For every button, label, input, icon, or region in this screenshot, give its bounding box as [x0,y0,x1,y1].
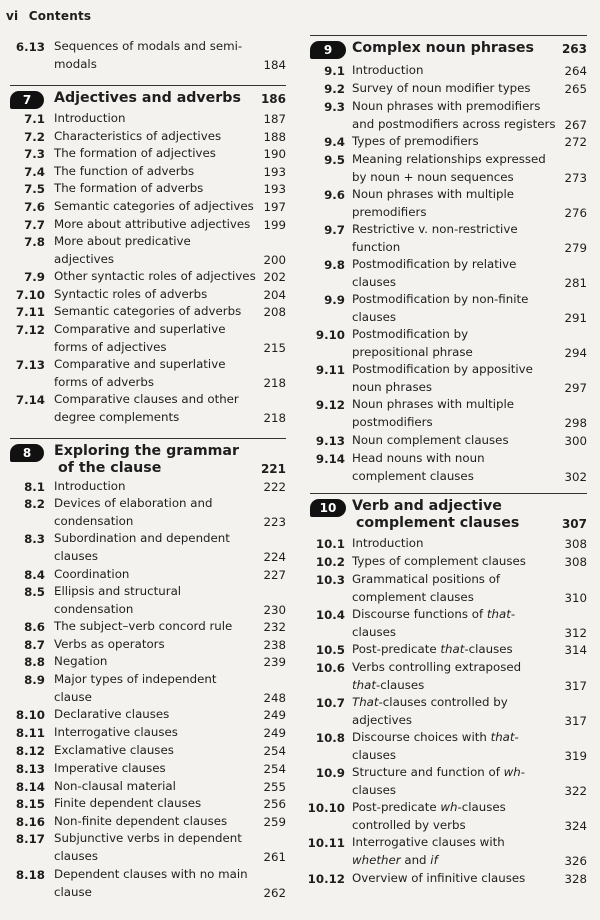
section-page-number: 248 [263,690,286,705]
section-title-line: Postmodification by appositive [352,362,533,376]
section-number: 8.1 [24,480,45,494]
section-title-line: controlled by verbs [352,817,466,832]
section-title-line: condensation [54,601,134,616]
chapter-title-line: Complex noun phrases [352,40,534,56]
section-title-line: adjectives [352,712,413,727]
section-number: 9.2 [324,82,345,96]
section-page-number: 324 [564,818,587,833]
section-page-number: 197 [263,200,286,214]
section-number: 8.7 [24,638,45,652]
section-title[interactable] [352,641,585,659]
section-number: 10.5 [315,643,345,657]
section-title-line: Introduction [54,111,126,125]
section-title-line: clause [54,884,92,899]
chapter-rule [10,438,286,439]
section-title-line: degree complements [54,409,180,424]
section-page-number: 272 [564,135,587,149]
chapter-page-number: 307 [561,517,587,531]
section-page-number: 255 [263,780,286,794]
section-title-line: Interrogative clauses [54,725,178,739]
section-title-line: forms of adjectives [54,339,167,354]
section-title-line: Post-predicate wh-clauses [352,800,506,814]
section-title-line: Postmodification by relative [352,257,517,271]
section-page-number: 322 [564,783,587,798]
section-page-number: 294 [564,345,587,360]
section-title-line: The function of adverbs [54,164,195,178]
section-number: 9.9 [324,293,345,307]
section-title[interactable] [54,495,284,530]
section-page-number: 230 [263,602,286,617]
section-number: 8.9 [24,673,45,687]
section-title-line: Non-finite dependent clauses [54,814,228,828]
section-page-number: 208 [263,305,286,319]
section-title-line: Finite dependent clauses [54,796,202,810]
section-title[interactable] [352,221,585,256]
section-number: 9.11 [315,363,345,377]
section-title-line: Noun phrases with premodifiers [352,99,541,113]
section-title[interactable] [54,198,284,216]
section-number: 9.10 [315,328,345,342]
section-number: 7.6 [24,200,45,214]
section-title-line: Discourse functions of that- [352,607,516,621]
section-title-line: and postmodifiers across registers [352,116,556,131]
section-title-line: Discourse choices with that- [352,730,519,744]
section-title[interactable] [54,128,284,146]
section-page-number: 223 [263,514,286,529]
section-title[interactable] [352,62,585,80]
section-title-line: Introduction [352,536,424,550]
section-title-line: that-clauses [352,677,425,692]
section-title[interactable] [352,326,585,361]
section-page-number: 302 [564,469,587,484]
section-title-line: by noun + noun sequences [352,169,514,184]
section-title[interactable] [352,432,585,450]
section-title[interactable] [54,724,284,742]
section-title-line: Semantic categories of adjectives [54,199,254,213]
section-title[interactable] [54,286,284,304]
section-title-line: Imperative clauses [54,761,166,775]
section-title-line: Structure and function of wh- [352,765,526,779]
chapter-page-number: 186 [260,92,286,106]
section-title-line: clauses [352,624,397,639]
chapter-number-badge: 8 [10,444,44,462]
chapter-page-number: 221 [260,462,286,476]
section-title-line: Sequences of modals and semi- [54,39,243,53]
section-page-number: 300 [564,434,587,448]
section-title-line: The subject–verb concord rule [54,619,233,633]
page-header-label: Contents [28,9,92,23]
section-number: 9.7 [324,223,345,237]
section-title-line: Comparative and superlative [54,322,226,336]
section-title-line: Noun complement clauses [352,433,509,447]
chapter-title-line: Adjectives and adverbs [54,90,241,106]
section-title-line: That-clauses controlled by [352,695,508,709]
section-title[interactable] [54,742,284,760]
section-title[interactable] [54,216,284,234]
section-title-line: The formation of adjectives [54,146,216,160]
section-title-line: Declarative clauses [54,707,170,721]
chapter-rule [310,35,587,36]
section-title-line: Verbs as operators [54,637,165,651]
section-title-line: clause [54,689,92,704]
chapter-title[interactable] [352,498,557,532]
section-title-line: function [352,239,401,254]
section-number: 10.12 [307,872,345,886]
section-number: 7.11 [15,305,45,319]
section-title[interactable] [352,291,585,326]
section-title-line: clauses [54,848,99,863]
section-number: 7.13 [15,358,45,372]
section-number: 8.13 [15,762,45,776]
section-title-line: prepositional phrase [352,344,473,359]
section-page-number: 218 [263,375,286,390]
section-title[interactable] [352,151,585,186]
section-number: 10.3 [315,573,345,587]
section-page-number: 310 [564,590,587,605]
section-page-number: 190 [263,147,286,161]
section-title[interactable] [54,830,284,865]
section-title-line: postmodifiers [352,414,433,429]
section-title-line: clauses [54,548,99,563]
section-title-line: Noun phrases with multiple [352,187,515,201]
section-number: 9.1 [324,64,345,78]
section-title[interactable] [54,778,284,796]
section-number: 10.6 [315,661,345,675]
section-title-line: Semantic categories of adverbs [54,304,242,318]
section-page-number: 291 [564,310,587,325]
section-title[interactable] [54,303,284,321]
page-header [6,9,91,23]
chapter-title-line: Verb and adjective [352,498,502,514]
section-number: 10.1 [315,537,345,551]
section-title-line: whether and if [352,852,438,867]
section-title[interactable] [352,256,585,291]
section-title-line: Meaning relationships expressed [352,152,546,166]
section-number: 8.2 [24,497,45,511]
section-number: 7.7 [24,218,45,232]
section-title[interactable] [54,530,284,565]
section-number: 10.9 [315,766,345,780]
section-title-line: Comparative and superlative [54,357,226,371]
section-page-number: 193 [263,182,286,196]
section-title[interactable] [54,566,284,584]
section-title-line: Head nouns with noun [352,451,485,465]
section-title[interactable] [352,186,585,221]
section-page-number: 254 [263,744,286,758]
section-number: 8.5 [24,585,45,599]
section-number: 9.8 [324,258,345,272]
section-number: 8.8 [24,655,45,669]
section-number: 9.13 [315,434,345,448]
section-title[interactable] [352,729,585,764]
section-title[interactable] [352,694,585,729]
section-number: 10.10 [307,801,345,815]
section-page-number: 249 [263,708,286,722]
section-page-number: 254 [263,762,286,776]
section-number: 8.6 [24,620,45,634]
section-title[interactable] [352,606,585,641]
section-title[interactable] [54,706,284,724]
section-title[interactable] [352,361,585,396]
section-page-number: 193 [263,165,286,179]
section-title-line: Exclamative clauses [54,743,174,757]
section-page-number: 218 [263,410,286,425]
section-page-number: 261 [263,849,286,864]
section-page-number: 259 [263,815,286,829]
section-number: 9.3 [324,100,345,114]
section-page-number: 238 [263,638,286,652]
section-number: 6.13 [15,40,45,54]
chapter-number-badge: 7 [10,91,44,109]
chapter-title-line: complement clauses [356,515,520,531]
section-title-line: condensation [54,513,134,528]
chapter-title-line: of the clause [58,460,162,476]
section-title-line: Ellipsis and structural [54,584,182,598]
section-title-line: Verbs controlling extraposed [352,660,522,674]
section-title-line: Other syntactic roles of adjectives [54,269,256,283]
section-title[interactable] [54,866,284,901]
section-title[interactable] [352,450,585,485]
section-page-number: 249 [263,726,286,740]
section-title[interactable] [54,110,284,128]
section-title[interactable] [352,80,585,98]
section-number: 8.12 [15,744,45,758]
section-number: 10.7 [315,696,345,710]
section-title[interactable] [54,356,284,391]
section-title[interactable] [54,163,284,181]
section-title-line: Comparative clauses and other [54,392,239,406]
section-title[interactable] [54,795,284,813]
section-number: 9.5 [324,153,345,167]
section-title-line: modals [54,56,97,71]
section-number: 7.9 [24,270,45,284]
section-title[interactable] [352,396,585,431]
section-page-number: 188 [263,130,286,144]
chapter-page-number: 263 [561,42,587,56]
section-number: 9.14 [315,452,345,466]
section-page-number: 264 [564,64,587,78]
chapter-number-badge: 9 [310,41,346,59]
section-page-number: 308 [564,537,587,551]
section-title[interactable] [54,38,284,73]
section-title-line: adjectives [54,251,115,266]
section-page-number: 298 [564,415,587,430]
section-number: 7.8 [24,235,45,249]
section-number: 8.10 [15,708,45,722]
section-title[interactable] [352,133,585,151]
section-number: 8.16 [15,815,45,829]
section-title-line: The formation of adverbs [54,181,204,195]
section-title[interactable] [352,764,585,799]
section-page-number: 319 [564,748,587,763]
section-number: 8.18 [15,868,45,882]
section-page-number: 314 [564,643,587,657]
section-title-line: Types of complement clauses [352,554,526,568]
section-number: 7.4 [24,165,45,179]
section-page-number: 199 [263,218,286,232]
section-number: 7.12 [15,323,45,337]
section-number: 7.2 [24,130,45,144]
section-page-number: 215 [263,340,286,355]
section-title-line: Interrogative clauses with [352,835,505,849]
section-page-number: 262 [263,885,286,900]
section-page-number: 317 [564,678,587,693]
section-page-number: 326 [564,853,587,868]
section-page-number: 222 [263,480,286,494]
section-title[interactable] [54,145,284,163]
section-title-line: Postmodification by [352,327,469,341]
section-title[interactable] [352,870,585,888]
section-title-line: premodifiers [352,204,427,219]
section-title[interactable] [352,553,585,571]
section-page-number: 328 [564,872,587,886]
section-title[interactable] [54,618,284,636]
section-page-number: 317 [564,713,587,728]
section-title-line: Introduction [352,63,424,77]
section-number: 9.4 [324,135,345,149]
section-title[interactable] [54,478,284,496]
section-page-number: 312 [564,625,587,640]
section-title-line: clauses [352,747,397,762]
section-page-number: 267 [564,117,587,132]
section-page-number: 281 [564,275,587,290]
section-title-line: noun phrases [352,379,432,394]
chapter-title[interactable] [54,90,256,107]
section-number: 8.15 [15,797,45,811]
section-title[interactable] [54,233,284,268]
section-title-line: Noun phrases with multiple [352,397,515,411]
section-page-number: 224 [263,549,286,564]
section-number: 7.3 [24,147,45,161]
section-title[interactable] [352,535,585,553]
section-title-line: Syntactic roles of adverbs [54,287,208,301]
section-number: 7.10 [15,288,45,302]
section-number: 8.11 [15,726,45,740]
section-title-line: Major types of independent [54,672,217,686]
section-title-line: More about attributive adjectives [54,217,251,231]
chapter-rule [10,85,286,86]
section-title-line: More about predicative [54,234,191,248]
section-title-line: Grammatical positions of [352,572,501,586]
section-title[interactable] [54,636,284,654]
section-number: 9.12 [315,398,345,412]
section-title[interactable] [352,659,585,694]
section-title-line: forms of adverbs [54,374,154,389]
section-title-line: clauses [352,309,397,324]
section-number: 8.14 [15,780,45,794]
section-title[interactable] [352,834,585,869]
section-title[interactable] [54,180,284,198]
section-title[interactable] [54,760,284,778]
section-page-number: 273 [564,170,587,185]
section-title-line: complement clauses [352,589,474,604]
section-page-number: 265 [564,82,587,96]
section-page-number: 227 [263,568,286,582]
section-title-line: complement clauses [352,468,474,483]
section-title-line: clauses [352,782,397,797]
section-page-number: 232 [263,620,286,634]
section-title-line: Subjunctive verbs in dependent [54,831,242,845]
section-title-line: Subordination and dependent [54,531,230,545]
section-page-number: 239 [263,655,286,669]
section-title-line: Post-predicate that-clauses [352,642,513,656]
page-number-roman: vi [6,9,19,23]
section-page-number: 256 [263,797,286,811]
section-page-number: 276 [564,205,587,220]
section-title-line: Devices of elaboration and [54,496,213,510]
section-title-line: Types of premodifiers [352,134,479,148]
section-number: 7.5 [24,182,45,196]
section-page-number: 279 [564,240,587,255]
chapter-title[interactable] [54,443,256,477]
section-title-line: Introduction [54,479,126,493]
section-page-number: 200 [263,252,286,267]
section-number: 10.2 [315,555,345,569]
section-page-number: 297 [564,380,587,395]
section-title-line: Overview of infinitive clauses [352,871,526,885]
section-page-number: 202 [263,270,286,284]
section-number: 8.4 [24,568,45,582]
section-page-number: 184 [263,57,286,72]
chapter-title[interactable] [352,40,557,57]
section-number: 10.8 [315,731,345,745]
section-title[interactable] [54,268,284,286]
section-title[interactable] [54,391,284,426]
section-title-line: Postmodification by non-finite [352,292,529,306]
section-title-line: Non-clausal material [54,779,176,793]
section-title-line: Negation [54,654,108,668]
section-number: 10.4 [315,608,345,622]
section-title[interactable] [54,671,284,706]
section-title[interactable] [54,321,284,356]
section-title-line: Restrictive v. non-restrictive [352,222,518,236]
section-number: 8.17 [15,832,45,846]
section-title[interactable] [54,653,284,671]
section-page-number: 308 [564,555,587,569]
section-page-number: 204 [263,288,286,302]
section-title-line: Dependent clauses with no main [54,867,248,881]
section-page-number: 187 [263,112,286,126]
chapter-rule [310,493,587,494]
section-title[interactable] [54,813,284,831]
section-title[interactable] [54,583,284,618]
section-title-line: Coordination [54,567,130,581]
chapter-title-line: Exploring the grammar [54,443,239,459]
section-number: 7.14 [15,393,45,407]
section-number: 7.1 [24,112,45,126]
section-number: 10.11 [307,836,345,850]
section-title-line: Characteristics of adjectives [54,129,222,143]
section-title[interactable] [352,799,585,834]
section-number: 9.6 [324,188,345,202]
section-title[interactable] [352,98,585,133]
section-title-line: clauses [352,274,397,289]
chapter-number-badge: 10 [310,499,346,517]
section-number: 8.3 [24,532,45,546]
section-title[interactable] [352,571,585,606]
section-title-line: Survey of noun modifier types [352,81,531,95]
